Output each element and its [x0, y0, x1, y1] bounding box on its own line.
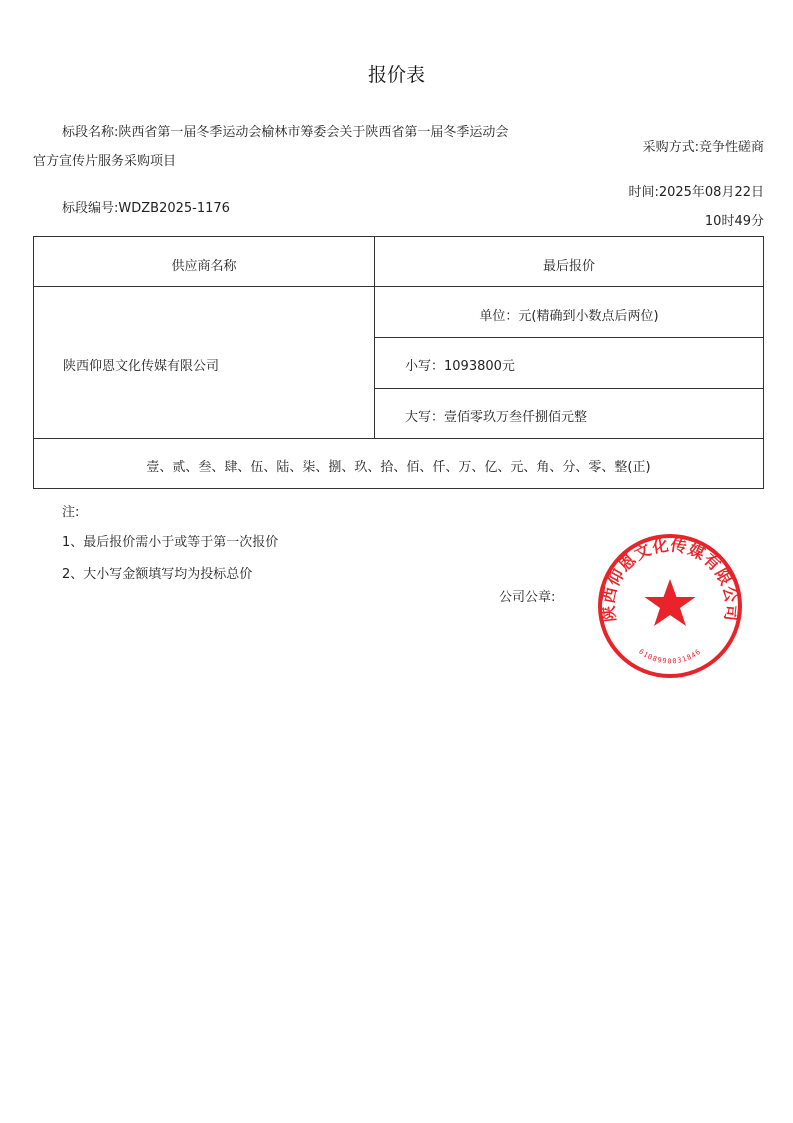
seal-code-text: 6108990031846: [637, 647, 703, 666]
company-seal: [595, 531, 745, 681]
seal-star-icon: [645, 579, 696, 626]
price-column-header: 最后报价: [542, 259, 595, 274]
amount-small: 小写：1093800元: [405, 359, 515, 374]
seal-company-text: 陕西仰恩文化传媒有限公司: [598, 535, 742, 623]
price-unit: 单位：元(精确到小数点后两位): [479, 309, 659, 324]
table-divider: [375, 388, 763, 389]
document-title: 报价表: [367, 64, 425, 86]
quote-date: 时间:2025年08月22日: [628, 185, 764, 200]
note-item-1: 1、最后报价需小于或等于第一次报价: [62, 535, 279, 550]
quote-table: [33, 236, 764, 489]
notes-heading: 注:: [62, 505, 80, 520]
table-divider: [375, 337, 763, 338]
supplier-name: 陕西仰恩文化传媒有限公司: [63, 359, 220, 374]
amount-capital: 大写：壹佰零玖万叁仟捌佰元整: [405, 410, 588, 425]
section-name-line1: 标段名称:陕西省第一届冬季运动会榆林市筹委会关于陕西省第一届冬季运动会: [62, 125, 509, 140]
section-name-line2: 官方宣传片服务采购项目: [33, 154, 177, 169]
supplier-column-header: 供应商名称: [171, 259, 237, 274]
quote-time: 10时49分: [704, 214, 764, 229]
table-divider: [34, 438, 763, 439]
note-item-2: 2、大小写金额填写均为投标总价: [62, 567, 253, 582]
seal-label: 公司公章:: [499, 590, 556, 605]
table-divider: [34, 286, 763, 287]
section-number: 标段编号:WDZB2025-1176: [62, 201, 230, 216]
procurement-method: 采购方式:竞争性磋商: [642, 140, 764, 155]
capital-characters-reference: 壹、贰、叁、肆、伍、陆、柒、捌、玖、拾、佰、仟、万、亿、元、角、分、零、整(正): [146, 460, 651, 475]
